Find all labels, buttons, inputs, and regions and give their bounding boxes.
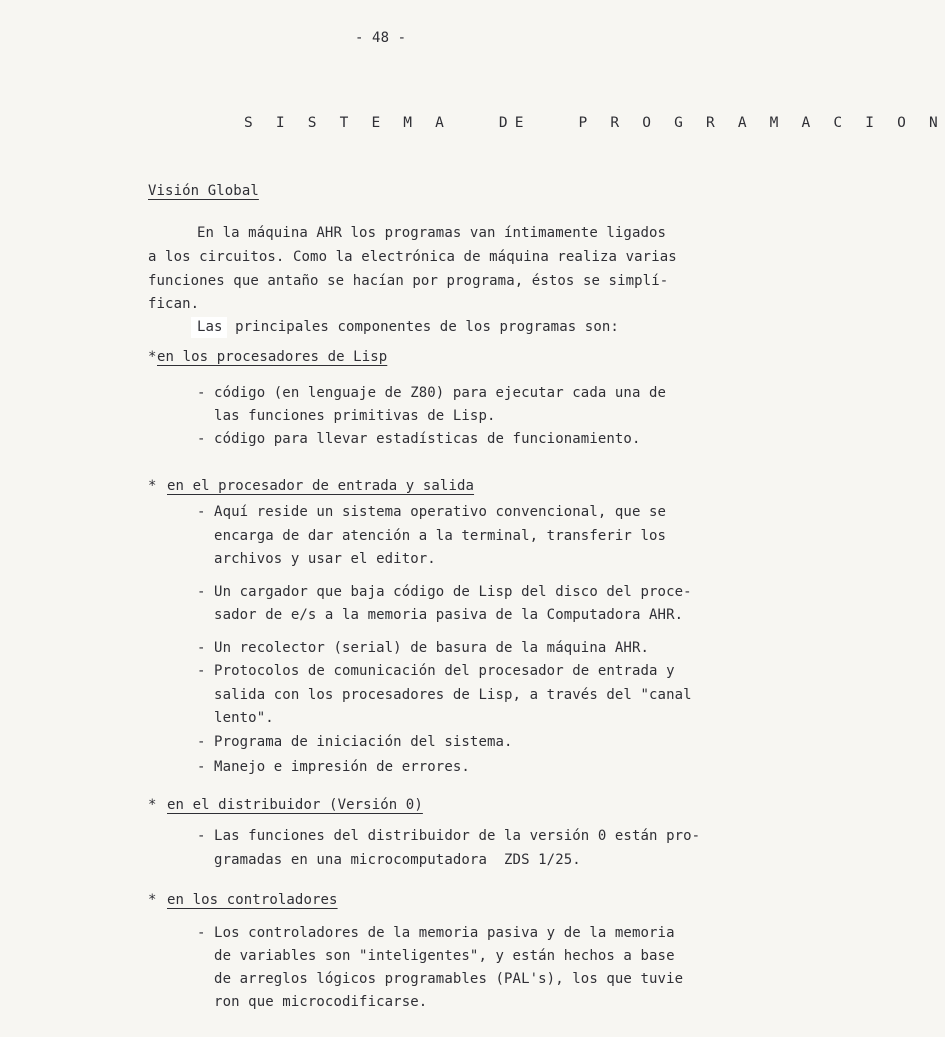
page-title: S I S T E M A DE P R O G R A M A C I O N [244,115,945,131]
paragraph-line: a los circuitos. Como la electrónica de máquina realiza varias [148,249,677,265]
paragraph-line: fican. [148,296,200,312]
bullet-star: * [148,797,157,813]
list-item: - Protocolos de comunicación del procesador de entrada y [197,663,675,679]
list-item: sador de e/s a la memoria pasiva de la Computadora AHR. [197,607,684,623]
list-item: - código (en lenguaje de Z80) para ejecutar cada una de [197,385,667,401]
list-item: - Los controladores de la memoria pasiva y de la memoria [197,925,675,941]
group-heading: en los procesadores de Lisp [157,349,388,365]
highlight-mark: Las [191,317,227,338]
list-item: - Programa de iniciación del sistema. [197,734,513,750]
list-item: - Las funciones del distribuidor de la versión 0 están pro- [197,828,701,844]
list-item: - Aquí reside un sistema operativo convencional, que se [197,504,667,520]
list-item: las funciones primitivas de Lisp. [197,408,496,424]
section-heading: Visión Global [148,183,259,199]
bullet-star: * [148,478,157,494]
group-heading: en el procesador de entrada y salida [167,478,475,494]
list-item: lento". [197,710,274,726]
list-item: encarga de dar atención a la terminal, transferir los [197,528,667,544]
paragraph-line-rest: principales componentes de los programas son: [226,319,619,335]
list-item: salida con los procesadores de Lisp, a través del "canal [197,687,692,703]
page-number: - 48 - [355,30,407,46]
list-item: - código para llevar estadísticas de funcionamiento. [197,431,641,447]
bullet-star: * [148,892,157,908]
list-item: gramadas en una microcomputadora ZDS 1/25. [197,852,581,868]
list-item: - Un recolector (serial) de basura de la máquina AHR. [197,640,650,656]
bullet-star: * [148,349,157,365]
list-item: - Un cargador que baja código de Lisp del disco del proce- [197,584,692,600]
list-item: de arreglos lógicos programables (PAL's), los que tuvie [197,971,684,987]
group-heading: en los controladores [167,892,338,908]
list-item: archivos y usar el editor. [197,551,436,567]
list-item: ron que microcodificarse. [197,994,428,1010]
list-item: - Manejo e impresión de errores. [197,759,470,775]
paragraph-line: funciones que antaño se hacían por programa, éstos se simplí- [148,273,669,289]
paragraph-line [197,319,619,335]
paragraph-line: En la máquina AHR los programas van íntimamente ligados [197,225,667,241]
list-item: de variables son "inteligentes", y están hechos a base [197,948,675,964]
group-heading: en el distribuidor (Versión 0) [167,797,423,813]
